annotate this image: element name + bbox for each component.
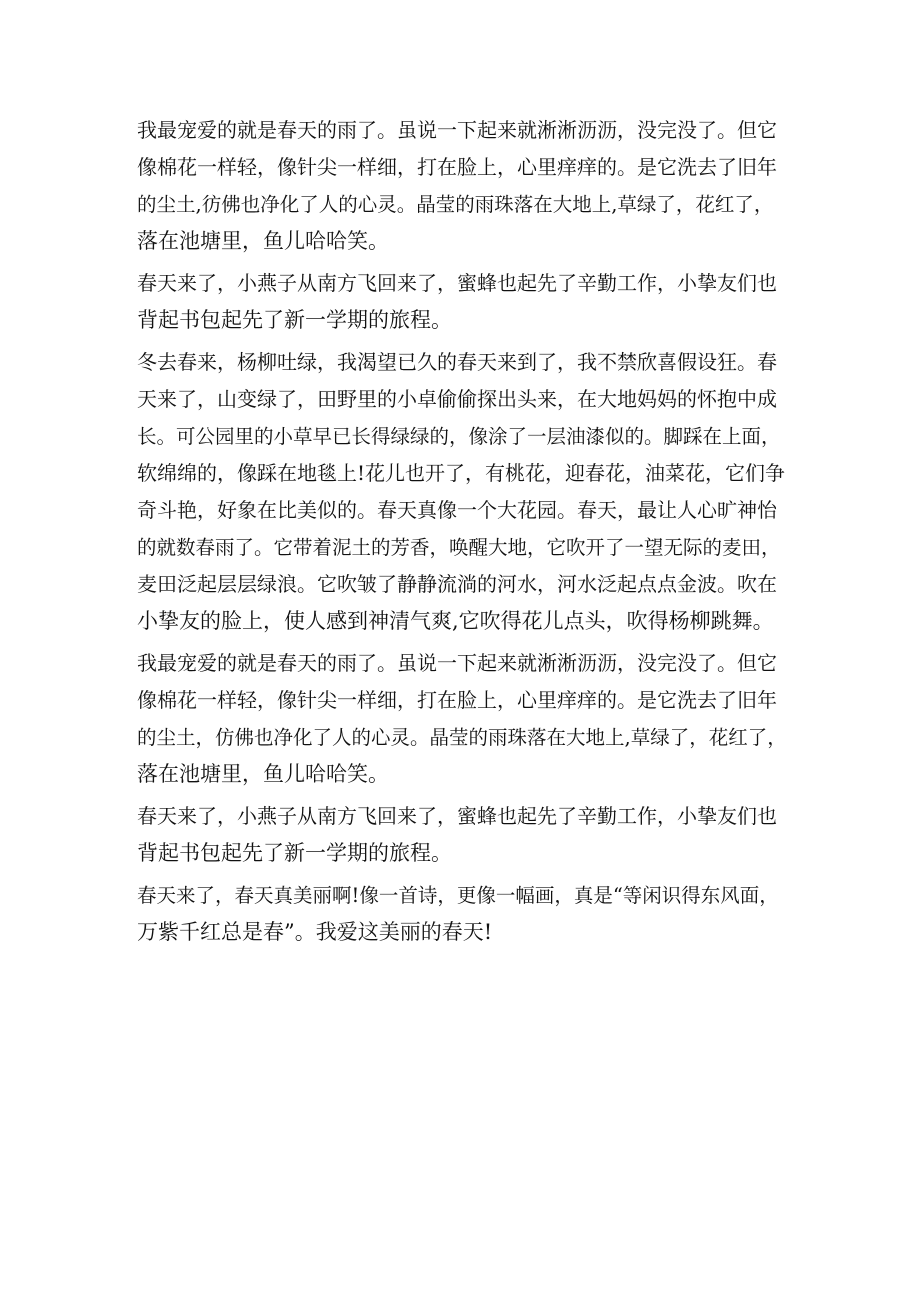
text-line: 我最宠爱的就是春天的雨了。虽说一下起来就淅淅沥沥，没完没了。但它 (137, 118, 777, 142)
text-line: 小挚友的脸上，使人感到神清气爽,它吹得花儿点头，吹得杨柳跳舞。 (137, 609, 774, 633)
text-line: 冬去春来，杨柳吐绿，我渴望已久的春天来到了，我不禁欣喜假设狂。春 (137, 350, 777, 374)
text-line: 背起书包起先了新一学期的旅程。 (137, 841, 452, 865)
text-line: 春天来了，小燕子从南方飞回来了，蜜蜂也起先了辛勤工作，小挚友们也 (137, 271, 777, 295)
text-line: 背起书包起先了新一学期的旅程。 (137, 308, 452, 332)
text-line: 的尘土，仿佛也净化了人的心灵。晶莹的雨珠落在大地上,草绿了，花红了， (137, 726, 787, 749)
essay-body (137, 112, 787, 956)
text-line: 软绵绵的，像踩在地毯上!花儿也开了，有桃花，迎春花，油菜花，它们争 (137, 461, 786, 485)
text-line: 落在池塘里，鱼儿哈哈笑。 (137, 762, 389, 786)
paragraph-conclusion (137, 877, 787, 951)
text-line: 麦田泛起层层绿浪。它吹皱了静静流淌的河水，河水泛起点点金波。吹在 (137, 572, 777, 596)
text-line: 奇斗艳，好象在比美似的。春天真像一个大花园。春天，最让人心旷神怡 (137, 498, 777, 522)
text-line: 长。可公园里的小草早已长得绿绿的，像涂了一层油漆似的。脚踩在上面， (137, 425, 781, 448)
text-line: 像棉花一样轻，像针尖一样细，打在脸上，心里痒痒的。是它洗去了旧年 (137, 155, 777, 179)
paragraph-swallows-repeat (137, 798, 787, 872)
text-line: 天来了，山变绿了，田野里的小卓偷偷探出头来，在大地妈妈的怀抱中成 (137, 387, 777, 411)
text-line: 春天来了，小燕子从南方飞回来了，蜜蜂也起先了辛勤工作，小挚友们也 (137, 804, 777, 828)
paragraph-swallows (137, 265, 787, 339)
text-line: 万紫千红总是春”。我爱这美丽的春天! (137, 920, 493, 944)
paragraph-spring-rain (137, 112, 787, 260)
text-line: 春天来了，春天真美丽啊!像一首诗，更像一幅画，真是“等闲识得东风面， (137, 884, 779, 907)
text-line: 的尘土,彷佛也净化了人的心灵。晶莹的雨珠落在大地上,草绿了，花红了， (137, 193, 774, 216)
text-line: 落在池塘里，鱼儿哈哈笑。 (137, 229, 389, 253)
text-line: 的就数春雨了。它带着泥土的芳香，唤醒大地，它吹开了一望无际的麦田， (137, 536, 781, 559)
text-line: 像棉花一样轻，像针尖一样细，打在脸上，心里痒痒的。是它洗去了旧年 (137, 688, 777, 712)
paragraph-spring-rain-repeat (137, 645, 787, 793)
paragraph-winter-to-spring (137, 344, 787, 640)
text-line: 我最宠爱的就是春天的雨了。虽说一下起来就淅淅沥沥，没完没了。但它 (137, 651, 777, 675)
